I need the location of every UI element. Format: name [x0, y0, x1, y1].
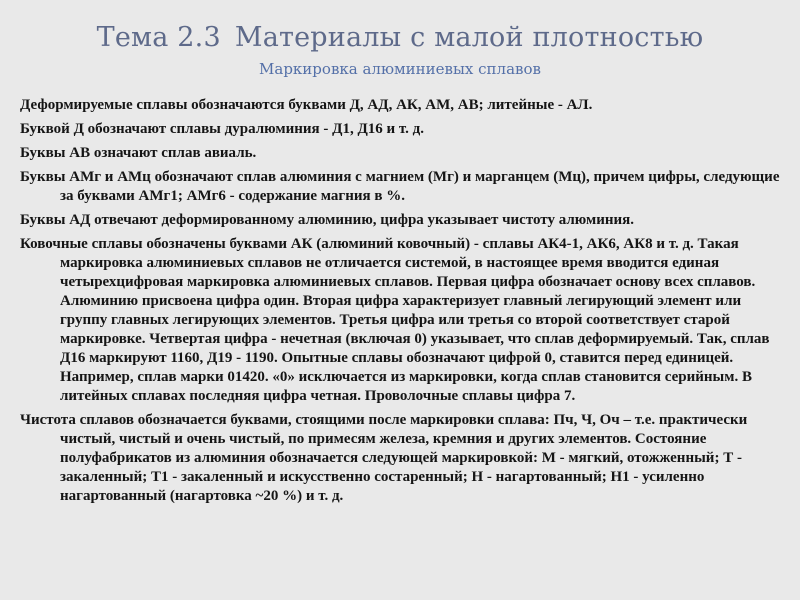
paragraph-forging-alloys: Ковочные сплавы обозначены буквами АК (алюминий ковочный) - сплавы АК4-1, АК6, АК8 и т. д. Такая маркировка алюминиевых сплавов не отличается системой, в настоящее время вводится единая четырехцифровая маркировка алюминиевых сплавов. Первая цифра обозначает основу всех сплавов. Алюминию присвоена цифра один. Вторая цифра характеризует главный легирующий элемент или группу главных легирующих элементов. Третья цифра или третья со второй соответствует старой маркировке. Четвертая цифра - нечетная (включая 0) указывает, что сплав деформируемый. Так, сплав Д16 маркируют 1160, Д19 - 1190. Опытные сплавы обозначают цифрой 0, ставится перед единицей. Например, сплав марки 01420. «0» исключается из маркировки, когда сплав становится серийным. В литейных сплавах последняя цифра четная. Проволочные сплавы цифра 7. — [20, 236, 770, 404]
paragraph-avial: Буквы АВ означают сплав авиаль. — [20, 145, 257, 161]
slide-title — [0, 22, 800, 53]
paragraph-ad: Буквы АД отвечают деформированному алюминию, цифра указывает чистоту алюминия. — [20, 212, 635, 228]
topic-title: Материалы с малой плотностью — [234, 22, 704, 53]
slide-body — [20, 96, 780, 511]
paragraph-amg-amc: Буквы АМг и АМц обозначают сплав алюминия с магнием (Мг) и марганцем (Мц), причем цифры, следующие за буквами АМг1; АМг6 - содержание магния в %. — [20, 169, 780, 204]
paragraph-wrought-alloys: Деформируемые сплавы обозначаются буквами Д, АД, АК, АМ, АВ; литейные - АЛ. — [20, 97, 593, 113]
slide-subtitle: Маркировка алюминиевых сплавов — [259, 60, 541, 78]
paragraph-purity: Чистота сплавов обозначается буквами, стоящими после маркировки сплава: Пч, Ч, Оч – т.е. практически чистый, чистый и очень чистый, по примесям железа, кремния и других элементов. Состояние полуфабрикатов из алюминия обозначается следующей маркировкой: М - мягкий, отожженный; Т - закаленный; Т1 - закаленный и искусственно состаренный; Н - нагартованный; Н1 - усиленно нагартованный (нагартовка ~20 %) и т. д. — [20, 412, 748, 504]
paragraph-duralumin: Буквой Д обозначают сплавы дуралюминия - Д1, Д16 и т. д. — [20, 121, 424, 137]
topic-number: Тема 2.3 — [96, 22, 221, 53]
